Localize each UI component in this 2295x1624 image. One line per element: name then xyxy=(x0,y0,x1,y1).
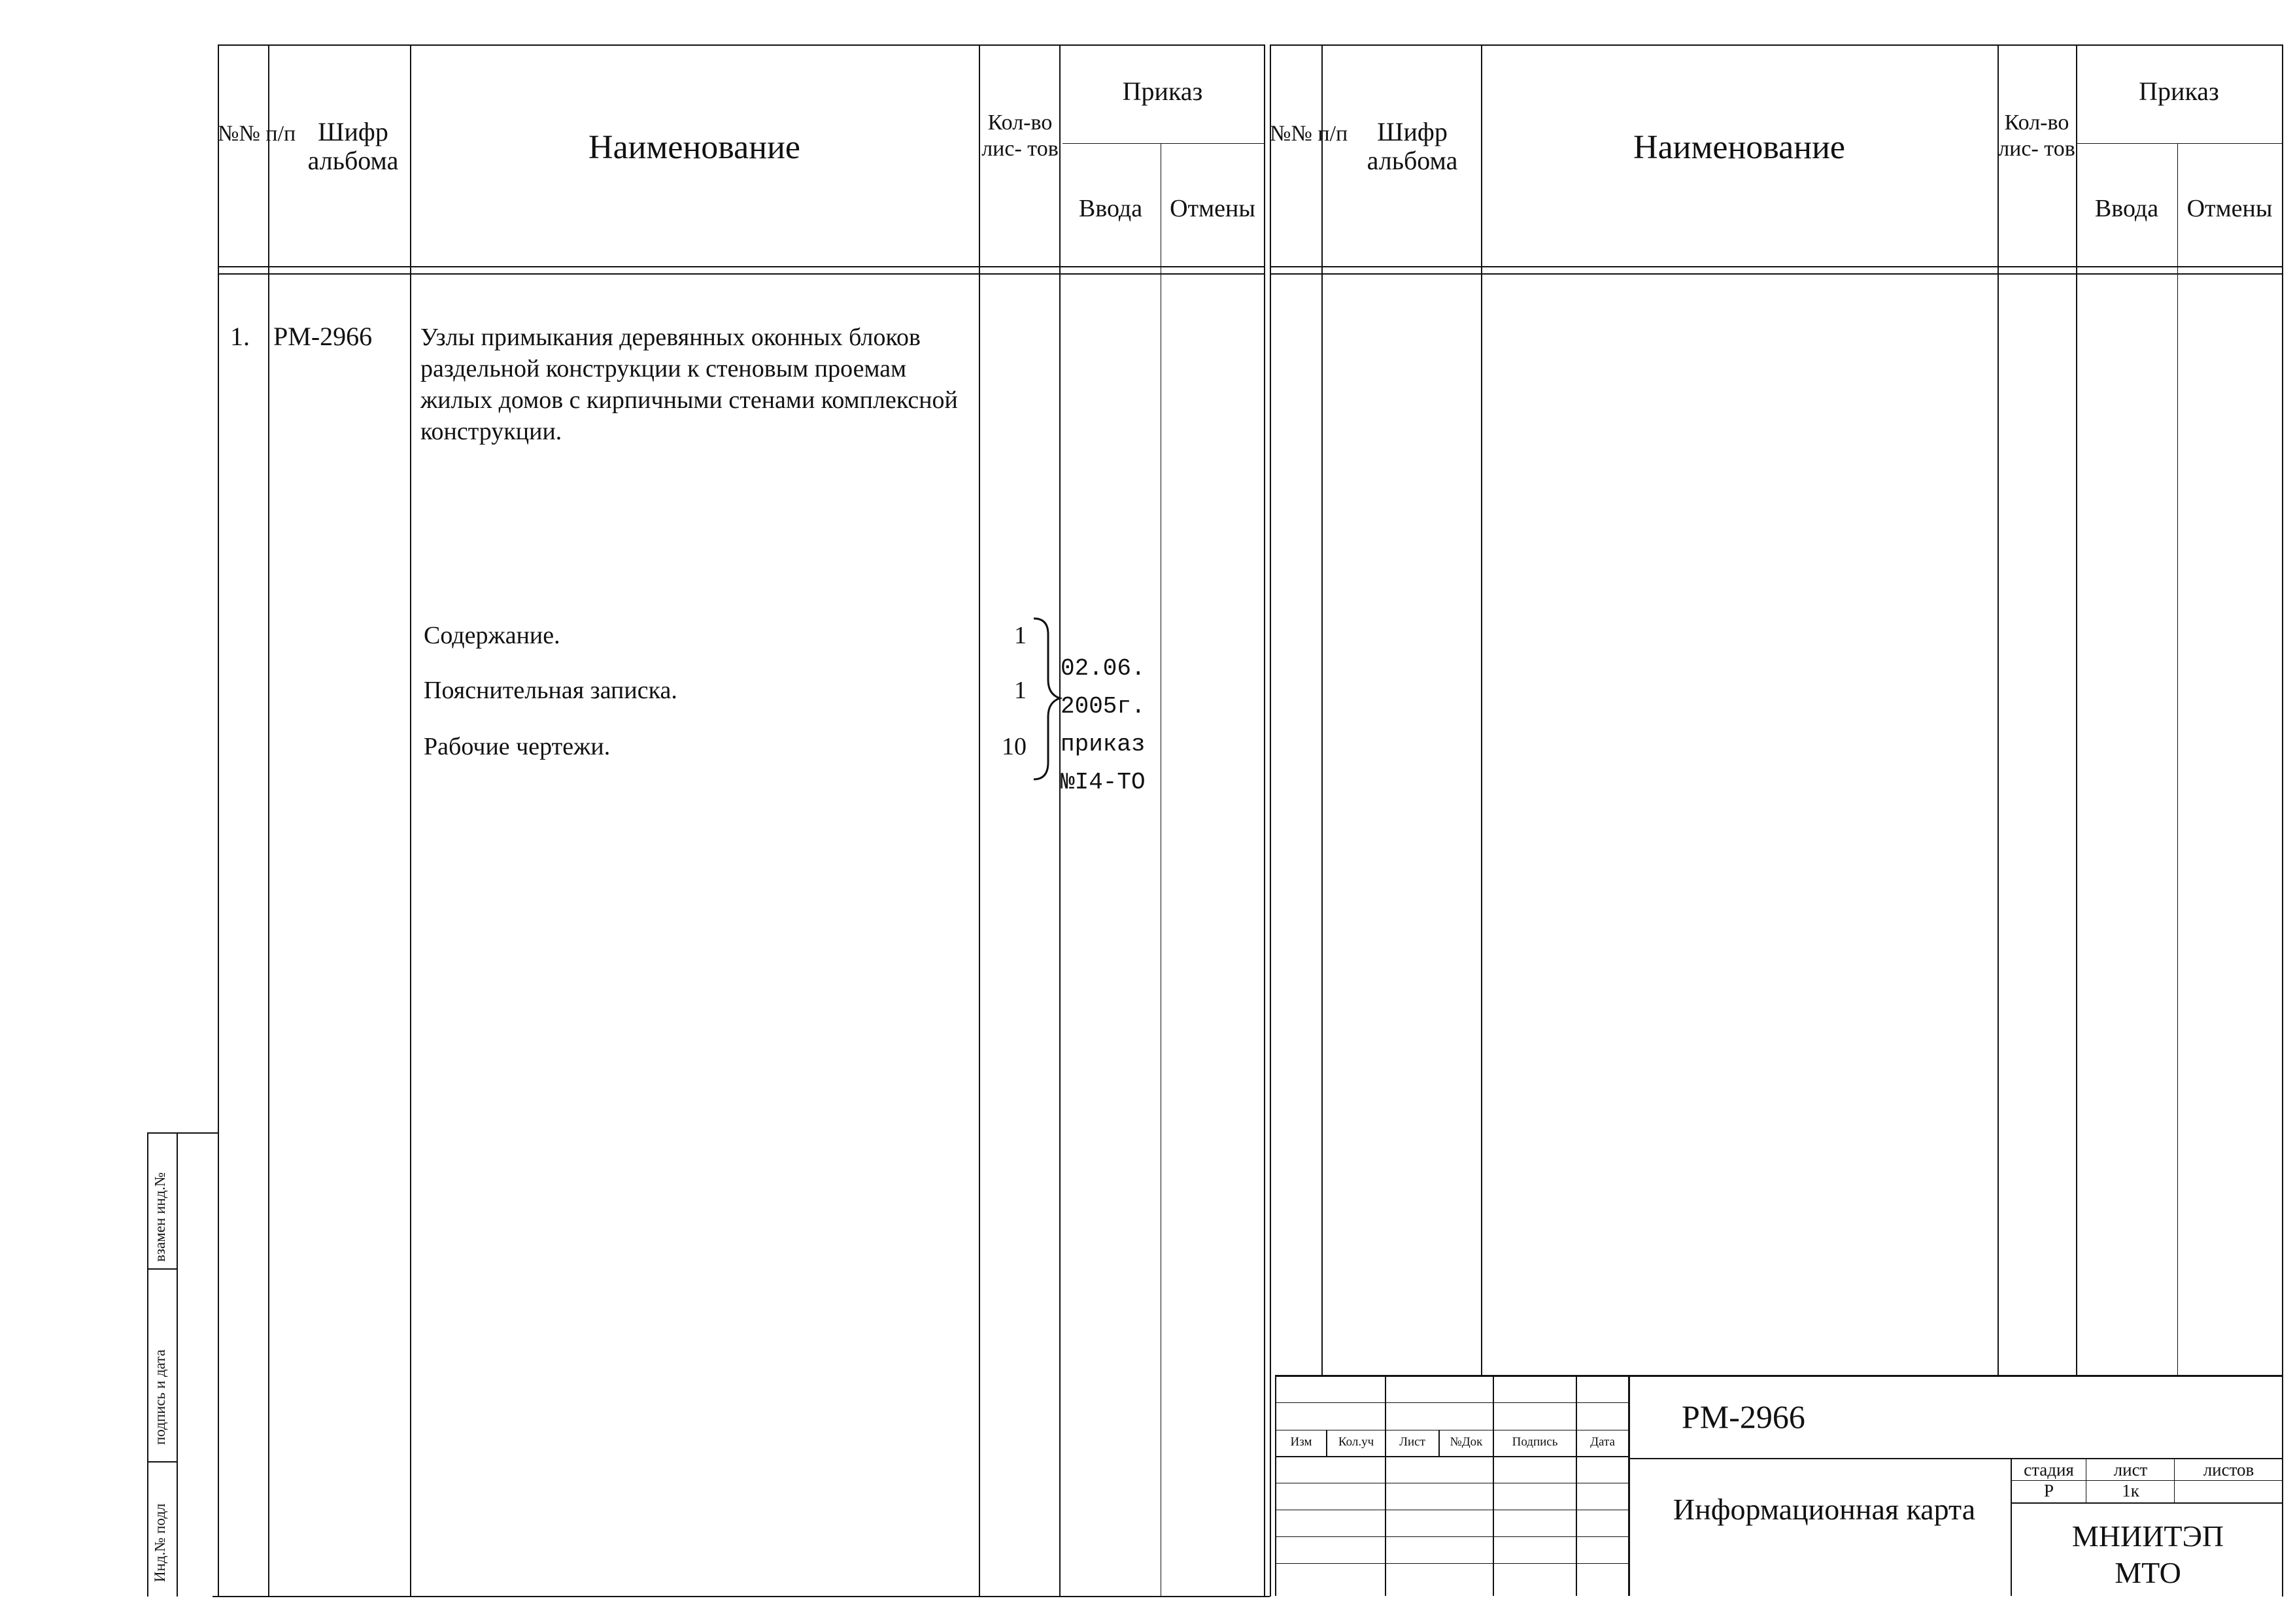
header-order: Приказ xyxy=(2139,76,2219,106)
tb-col-header: Кол.уч xyxy=(1338,1435,1374,1449)
header-name: Наименование xyxy=(1633,129,1845,166)
tb-sheet-label: лист xyxy=(2113,1460,2148,1480)
row-num: 1. xyxy=(230,322,250,351)
row-title: Узлы примыкания деревянных оконных блоков раздельной конструкции к стеновым проемам жилых домов с кирпичными стенами комплексной конструкции. xyxy=(420,324,958,445)
stamp-signature-label: подпись и дата xyxy=(152,1349,168,1445)
header-order-cancel: Отмены xyxy=(2186,195,2273,222)
header-sheets: Кол-во лис- тов xyxy=(981,110,1059,161)
tb-col-header: Дата xyxy=(1590,1435,1615,1449)
contents-sheets: 10 xyxy=(1002,733,1027,760)
header-code: Шифр альбома xyxy=(1367,117,1458,175)
contents-sheets: 1 xyxy=(1014,622,1027,649)
stamp-original-label: Инд.№ подл xyxy=(152,1503,168,1582)
contents-label: Рабочие чертежи. xyxy=(424,733,611,760)
header-code: Шифр альбома xyxy=(307,117,399,175)
tb-col-header: Изм xyxy=(1290,1435,1312,1449)
header-order-cancel: Отмены xyxy=(1170,195,1255,222)
tb-doc-name: Информационная карта xyxy=(1673,1493,1976,1526)
stamp-replaces-label: взамен инд.№ xyxy=(152,1172,168,1262)
curly-brace-icon xyxy=(1030,615,1062,785)
tb-stage-label: стадия xyxy=(2024,1460,2074,1480)
header-order-in: Ввода xyxy=(1078,195,1143,222)
header-name: Наименование xyxy=(588,129,800,166)
contents-label: Пояснительная записка. xyxy=(424,677,677,704)
header-num: №№ п/п xyxy=(1270,122,1348,146)
tb-organization: МНИИТЭП МТО xyxy=(2071,1519,2224,1589)
tb-col-header: Подпись xyxy=(1512,1435,1558,1449)
contents-label: Содержание. xyxy=(424,622,560,649)
tb-sheet-value: 1к xyxy=(2122,1481,2139,1500)
header-num: №№ п/п xyxy=(218,122,296,146)
header-sheets: Кол-во лис- тов xyxy=(1998,110,2075,161)
contents-sheets: 1 xyxy=(1014,677,1027,704)
tb-code: РМ-2966 xyxy=(1682,1398,1805,1435)
header-order-in: Ввода xyxy=(2094,195,2159,222)
tb-col-header: №Док xyxy=(1450,1435,1483,1449)
order-note: 02.06. 2005г. приказ №I4-ТО xyxy=(1061,655,1146,796)
tb-sheets-label: листов xyxy=(2203,1460,2254,1480)
header-order: Приказ xyxy=(1122,76,1203,106)
row-code: РМ-2966 xyxy=(273,322,373,351)
tb-stage-value: Р xyxy=(2043,1481,2054,1500)
tb-col-header: Лист xyxy=(1399,1435,1425,1449)
